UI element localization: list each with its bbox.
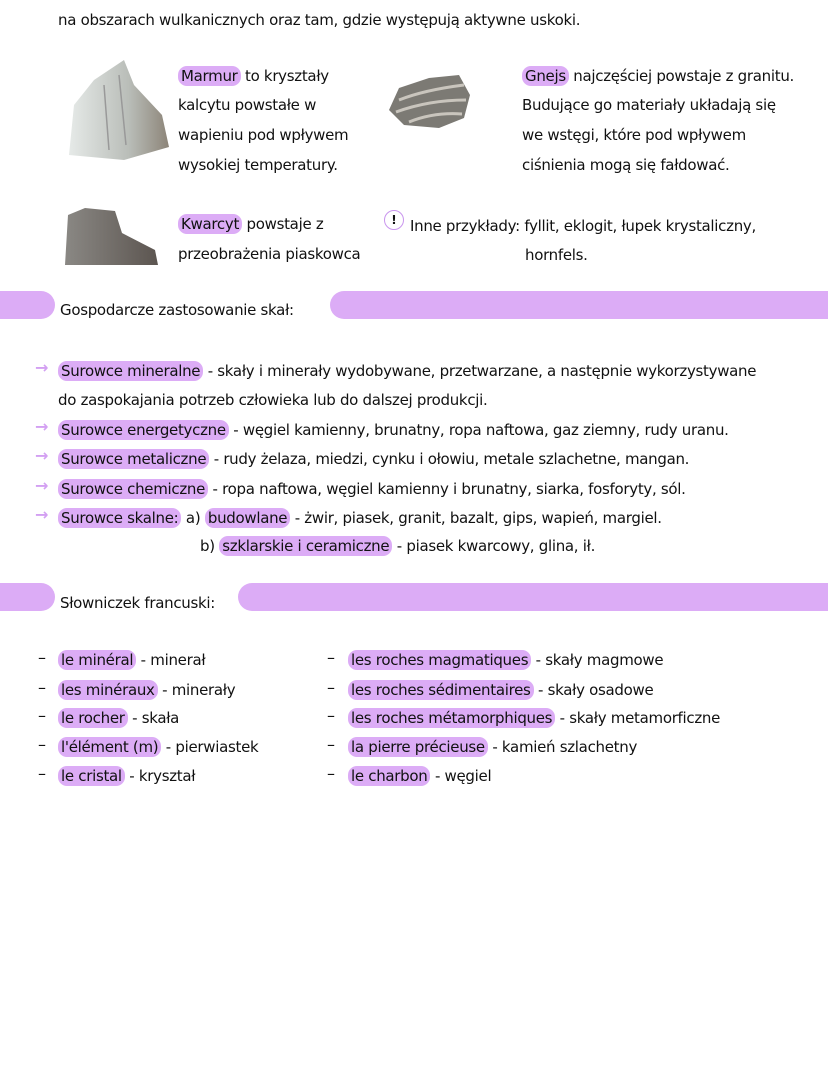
other-examples-line: hornfels. bbox=[525, 246, 588, 264]
rock-desc-line: to kryształy bbox=[240, 67, 329, 85]
rock-desc-line: kalcytu powstałe w bbox=[178, 96, 317, 114]
vocab-item bbox=[348, 737, 637, 757]
polish-translation: - skały magmowe bbox=[531, 651, 664, 669]
term-highlight: Surowce energetyczne bbox=[58, 420, 229, 440]
sub-label: b) bbox=[200, 537, 215, 555]
intro-text: na obszarach wulkanicznych oraz tam, gdzie występują aktywne uskoki. bbox=[58, 11, 581, 29]
polish-translation: - węgiel bbox=[430, 767, 492, 785]
polish-translation: - skała bbox=[127, 709, 180, 727]
vocab-item bbox=[348, 766, 491, 786]
polish-translation: - minerały bbox=[157, 681, 236, 699]
list-item bbox=[58, 449, 689, 469]
term-highlight: Surowce metaliczne bbox=[58, 449, 209, 469]
rock-desc-line: wapieniu pod wpływem bbox=[178, 126, 349, 144]
list-item bbox=[58, 479, 686, 499]
other-examples-line: fyllit, eklogit, łupek krystaliczny, bbox=[524, 217, 756, 235]
polish-translation: - skały metamorficzne bbox=[555, 709, 721, 727]
other-examples-label: Inne przykłady: bbox=[410, 217, 520, 235]
vocab-item bbox=[58, 737, 258, 757]
rock-desc-line: najczęściej powstaje z granitu. bbox=[568, 67, 794, 85]
arrow-icon: → bbox=[35, 446, 49, 465]
dash-bullet-icon: – bbox=[327, 764, 335, 783]
section-title: Słowniczek francuski: bbox=[60, 594, 216, 612]
vocab-item bbox=[58, 766, 195, 786]
dash-bullet-icon: – bbox=[38, 735, 46, 754]
french-term: les minéraux bbox=[58, 680, 158, 700]
dash-bullet-icon: – bbox=[327, 648, 335, 667]
dash-bullet-icon: – bbox=[38, 764, 46, 783]
rock-name-gneiss: Gnejs bbox=[522, 66, 569, 86]
term-highlight: Surowce mineralne bbox=[58, 361, 203, 381]
dash-bullet-icon: – bbox=[327, 706, 335, 725]
french-term: le minéral bbox=[58, 650, 136, 670]
french-term: le cristal bbox=[58, 766, 125, 786]
quartzite-rock-image bbox=[60, 205, 160, 267]
list-item bbox=[200, 536, 595, 556]
rock-desc-line: Budujące go materiały układają się bbox=[522, 96, 776, 114]
section-title: Gospodarcze zastosowanie skał: bbox=[60, 301, 294, 319]
french-term: la pierre précieuse bbox=[348, 737, 488, 757]
dash-bullet-icon: – bbox=[38, 648, 46, 667]
list-item bbox=[58, 361, 756, 381]
gneiss-rock-image bbox=[384, 70, 474, 132]
sub-label: a) bbox=[185, 509, 201, 527]
section-header-bar-right bbox=[330, 291, 828, 319]
section-header-bar-left bbox=[0, 291, 55, 319]
section-header-bar-left bbox=[0, 583, 55, 611]
dash-bullet-icon: – bbox=[38, 678, 46, 697]
polish-translation: - pierwiastek bbox=[161, 738, 259, 756]
french-term: les roches sédimentaires bbox=[348, 680, 534, 700]
rock-name-quartzite: Kwarcyt bbox=[178, 214, 242, 234]
rock-desc-line: wysokiej temperatury. bbox=[178, 156, 338, 174]
term-desc: do zaspokajania potrzeb człowieka lub do dalszej produkcji. bbox=[58, 391, 488, 409]
arrow-icon: → bbox=[35, 505, 49, 524]
term-highlight: Surowce chemiczne bbox=[58, 479, 208, 499]
rock-desc-line: we wstęgi, które pod wpływem bbox=[522, 126, 746, 144]
vocab-item bbox=[58, 708, 179, 728]
arrow-icon: → bbox=[35, 417, 49, 436]
vocab-item bbox=[348, 708, 720, 728]
exclamation-icon: ! bbox=[384, 210, 404, 230]
dash-bullet-icon: – bbox=[327, 678, 335, 697]
term-highlight: budowlane bbox=[205, 508, 290, 528]
rock-desc-line: powstaje z bbox=[242, 215, 324, 233]
term-highlight: szklarskie i ceramiczne bbox=[219, 536, 392, 556]
polish-translation: - skały osadowe bbox=[533, 681, 654, 699]
term-desc: - żwir, piasek, granit, bazalt, gips, wapień, margiel. bbox=[290, 509, 662, 527]
term-highlight: Surowce skalne: bbox=[58, 508, 181, 528]
vocab-item bbox=[58, 680, 235, 700]
vocab-item bbox=[348, 680, 653, 700]
vocab-item bbox=[58, 650, 205, 670]
french-term: les roches métamorphiques bbox=[348, 708, 555, 728]
polish-translation: - kamień szlachetny bbox=[487, 738, 638, 756]
french-term: les roches magmatiques bbox=[348, 650, 531, 670]
rock-desc-line: ciśnienia mogą się fałdować. bbox=[522, 156, 730, 174]
french-term: l'élément (m) bbox=[58, 737, 161, 757]
dash-bullet-icon: – bbox=[38, 706, 46, 725]
polish-translation: - kryształ bbox=[124, 767, 196, 785]
polish-translation: - minerał bbox=[136, 651, 206, 669]
term-desc: - piasek kwarcowy, glina, ił. bbox=[392, 537, 596, 555]
arrow-icon: → bbox=[35, 476, 49, 495]
dash-bullet-icon: – bbox=[327, 735, 335, 754]
section-header-bar-right bbox=[238, 583, 828, 611]
arrow-icon: → bbox=[35, 358, 49, 377]
list-item bbox=[58, 420, 729, 440]
term-desc: - węgiel kamienny, brunatny, ropa naftowa, gaz ziemny, rudy uranu. bbox=[228, 421, 729, 439]
marble-rock-image bbox=[64, 55, 179, 165]
french-term: le charbon bbox=[348, 766, 430, 786]
term-desc: - skały i minerały wydobywane, przetwarzane, a następnie wykorzystywane bbox=[203, 362, 757, 380]
rock-desc-line: przeobrażenia piaskowca bbox=[178, 245, 361, 263]
vocab-item bbox=[348, 650, 663, 670]
rock-name-marble: Marmur bbox=[178, 66, 241, 86]
term-desc: - ropa naftowa, węgiel kamienny i brunatny, siarka, fosforyty, sól. bbox=[208, 480, 686, 498]
french-term: le rocher bbox=[58, 708, 128, 728]
term-desc: - rudy żelaza, miedzi, cynku i ołowiu, metale szlachetne, mangan. bbox=[209, 450, 690, 468]
list-item bbox=[58, 508, 662, 528]
